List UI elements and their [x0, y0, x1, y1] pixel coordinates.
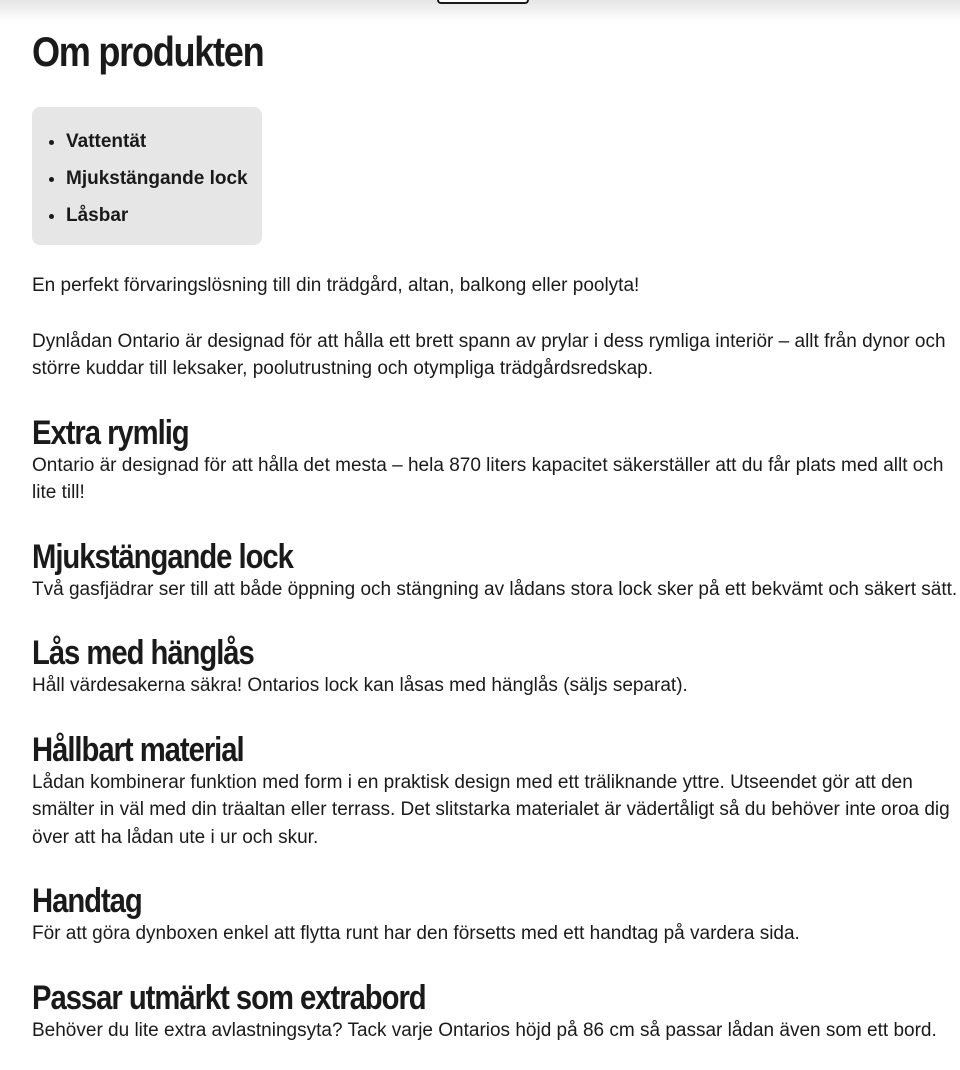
page-title: Om produkten: [32, 28, 264, 75]
section-heading: Hållbart material: [32, 730, 244, 769]
section-heading: Handtag: [32, 882, 142, 920]
section-body: Två gasfjädrar ser till att både öppning och stängning av lådans stora lock sker på ett bekvämt och säkert sätt.: [32, 578, 958, 600]
features-list: [32, 123, 262, 234]
product-description: [32, 0, 960, 1044]
section-heading: Lås med hänglås: [32, 634, 254, 672]
section-body: För att göra dynboxen enkel att flytta runt har den försetts med ett handtag på vardera sida.: [32, 923, 800, 944]
section-las-med-hanglas: [32, 634, 960, 700]
section-hallbart-material: [32, 731, 960, 852]
features-box: [32, 107, 262, 245]
feature-item: • Vattentät: [66, 123, 262, 160]
feature-item: • Låsbar: [66, 197, 262, 234]
section-handtag: [32, 882, 960, 948]
section-heading: Passar utmärkt som extrabord: [32, 978, 426, 1017]
section-mjukstangande-lock: [32, 538, 960, 604]
intro-paragraph: En perfekt förvaringslösning till din trädgård, altan, balkong eller poolyta!: [32, 275, 640, 296]
section-heading: Extra rymlig: [32, 413, 189, 452]
section-body: Behöver du lite extra avlastningsyta? Tack varje Ontarios höjd på 86 cm så passar lådan även som ett bord.: [32, 1019, 937, 1041]
section-body: Lådan kombinerar funktion med form i en praktisk design med ett träliknande yttre. Utseendet gör att den smälter in väl med din träaltan eller terrass. Det slitstarka materialet är vädertåligt så du behöver inte oroa dig över att ha lådan ute i ur och skur.: [32, 771, 950, 848]
intro-paragraph: Dynlådan Ontario är designad för att hålla ett brett spann av prylar i dess rymliga interiör – allt från dynor och större kuddar till leksaker, poolutrustning och otympliga trädgårdsredskap.: [32, 330, 946, 379]
section-extra-rymlig: [32, 414, 960, 507]
section-extrabord: [32, 979, 960, 1045]
section-body: Håll värdesakerna säkra! Ontarios lock kan låsas med hänglås (säljs separat).: [32, 675, 688, 696]
section-body: Ontario är designad för att hålla det mesta – hela 870 liters kapacitet säkerställer att du får plats med allt och lite till!: [32, 454, 944, 503]
section-heading: Mjukstängande lock: [32, 537, 293, 576]
feature-item: • Mjukstängande lock: [66, 160, 262, 197]
